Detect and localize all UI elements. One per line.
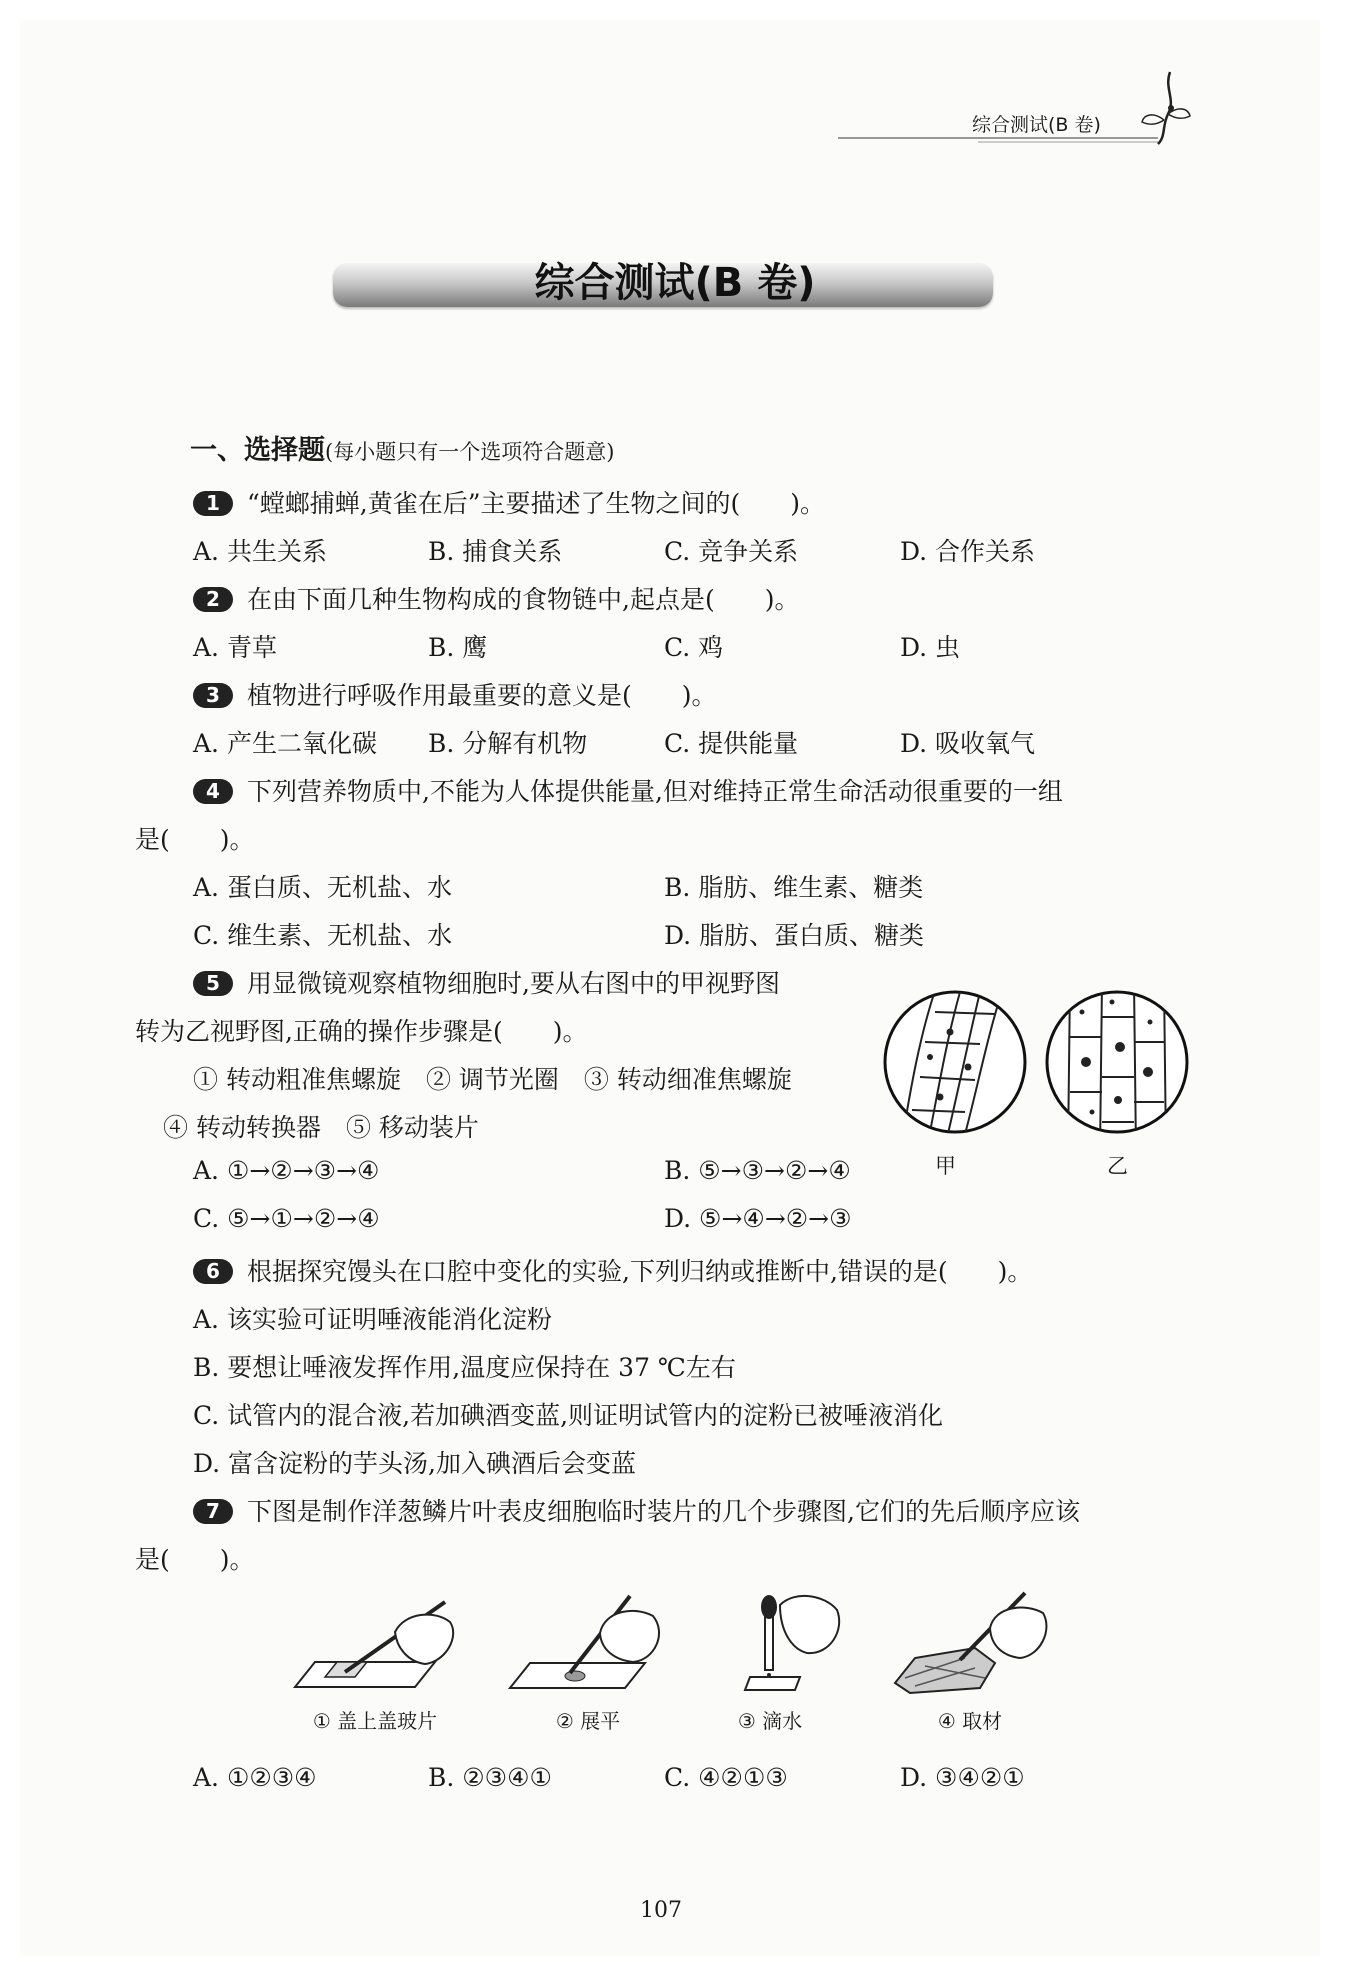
section-heading [190, 428, 614, 467]
option: B. 捕食关系 [428, 537, 563, 566]
question-stem: 植物进行呼吸作用最重要的意义是( )。 [247, 681, 717, 710]
question-6 [193, 1252, 1032, 1288]
question-4 [193, 772, 1063, 808]
option: A. ①→②→③→④ [193, 1156, 380, 1185]
option: B. 鹰 [428, 633, 488, 662]
question-number: 6 [193, 1259, 233, 1284]
step-caption: ① 盖上盖玻片 [312, 1709, 438, 1733]
question-stem: 根据探究馒头在口腔中变化的实验,下列归纳或推断中,错误的是( )。 [247, 1257, 1033, 1286]
option: C. 竞争关系 [664, 537, 799, 566]
microscope-view-jia-figure [880, 982, 1030, 1142]
option: A. 该实验可证明唾液能消化淀粉 [193, 1305, 552, 1334]
question-number: 2 [193, 587, 233, 612]
option: A. 共生关系 [193, 537, 327, 566]
option: C. ④②①③ [664, 1763, 788, 1792]
question-stem-continued: 是( )。 [135, 1545, 255, 1574]
question-stem: 用显微镜观察植物细胞时,要从右图中的甲视野图 [247, 969, 780, 998]
question-stem: 在由下面几种生物构成的食物链中,起点是( )。 [247, 585, 800, 614]
option: C. 提供能量 [664, 729, 799, 758]
option: B. 脂肪、维生素、糖类 [664, 873, 924, 902]
question-7 [193, 1492, 1080, 1528]
option: A. 青草 [193, 633, 277, 662]
take-material-step-figure [885, 1588, 1055, 1703]
step-caption: ③ 滴水 [737, 1709, 803, 1733]
option: C. 维生素、无机盐、水 [193, 921, 453, 950]
question-number: 3 [193, 683, 233, 708]
option: D. 虫 [900, 633, 961, 662]
option: B. 分解有机物 [428, 729, 588, 758]
question-number: 5 [193, 971, 233, 996]
step-list: ④ 转动转换器 ⑤ 移动装片 [163, 1113, 479, 1142]
question-5 [193, 964, 780, 1000]
figure-label-yi: 乙 [1107, 1154, 1128, 1178]
option: C. 鸡 [664, 633, 724, 662]
microscope-view-yi-figure [1042, 982, 1192, 1142]
option: D. 合作关系 [900, 537, 1036, 566]
option: D. ⑤→④→②→③ [664, 1204, 852, 1233]
page-number: 107 [640, 1898, 682, 1923]
flatten-step-figure [505, 1588, 675, 1703]
section-heading-text: 一、选择题 [190, 435, 325, 466]
figure-label-jia: 甲 [935, 1154, 956, 1178]
option: C. ⑤→①→②→④ [193, 1204, 380, 1233]
option: D. ③④②① [900, 1763, 1025, 1792]
option: D. 脂肪、蛋白质、糖类 [664, 921, 925, 950]
question-3 [193, 676, 717, 712]
question-number: 7 [193, 1499, 233, 1524]
question-number: 4 [193, 779, 233, 804]
running-header: 综合测试(B 卷) [972, 114, 1101, 136]
step-caption: ④ 取材 [937, 1709, 1003, 1733]
option: B. ⑤→③→②→④ [664, 1156, 851, 1185]
cover-slip-step-figure [285, 1592, 465, 1702]
question-2 [193, 580, 799, 616]
drip-water-step-figure [725, 1585, 865, 1703]
step-list: ① 转动粗准焦螺旋 ② 调节光圈 ③ 转动细准焦螺旋 [193, 1065, 792, 1094]
question-stem: 下列营养物质中,不能为人体提供能量,但对维持正常生命活动很重要的一组 [247, 777, 1063, 806]
question-1 [193, 484, 825, 520]
question-stem: 下图是制作洋葱鳞片叶表皮细胞临时装片的几个步骤图,它们的先后顺序应该 [247, 1497, 1080, 1526]
option: B. ②③④① [428, 1763, 552, 1792]
section-note: (每小题只有一个选项符合题意) [325, 440, 615, 464]
header-ornament-icon [828, 64, 1198, 149]
option: A. 产生二氧化碳 [193, 729, 377, 758]
question-stem-continued: 是( )。 [135, 825, 255, 854]
option: D. 吸收氧气 [900, 729, 1036, 758]
option: B. 要想让唾液发挥作用,温度应保持在 37 ℃左右 [193, 1353, 736, 1382]
question-stem-continued: 转为乙视野图,正确的操作步骤是( )。 [135, 1017, 588, 1046]
step-caption: ② 展平 [555, 1709, 621, 1733]
option: A. 蛋白质、无机盐、水 [193, 873, 452, 902]
question-number: 1 [193, 491, 233, 516]
option: D. 富含淀粉的芋头汤,加入碘酒后会变蓝 [193, 1449, 636, 1478]
question-stem: “螳螂捕蝉,黄雀在后”主要描述了生物之间的( )。 [247, 489, 826, 518]
option: A. ①②③④ [193, 1763, 317, 1792]
option: C. 试管内的混合液,若加碘酒变蓝,则证明试管内的淀粉已被唾液消化 [193, 1401, 944, 1430]
page-title: 综合测试(B 卷) [534, 260, 816, 306]
